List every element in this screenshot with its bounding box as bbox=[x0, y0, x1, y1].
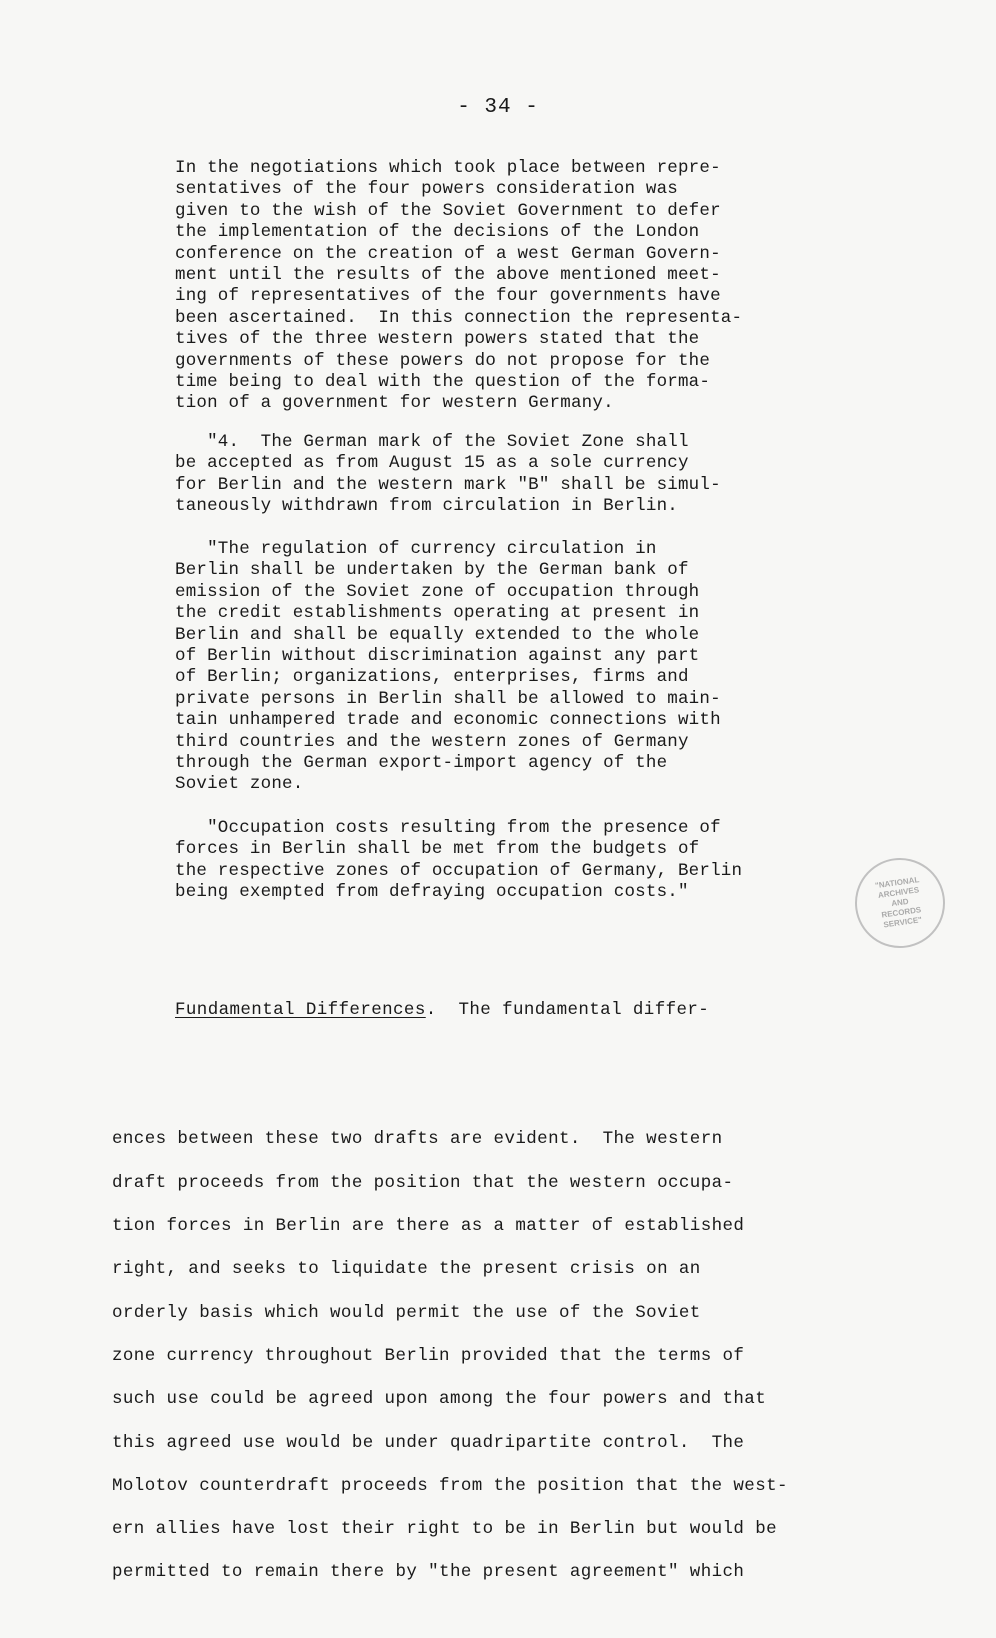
text-line: taneously withdrawn from circulation in Berlin. bbox=[175, 496, 678, 517]
section-fundamental-differences bbox=[112, 902, 788, 1638]
text-line: emission of the Soviet zone of occupation through bbox=[175, 581, 700, 602]
text-line: ment until the results of the above mentioned meet- bbox=[175, 265, 721, 286]
text-line: such use could be agreed upon among the four powers and that bbox=[112, 1389, 767, 1410]
paragraph-occupation-costs bbox=[175, 818, 742, 904]
text-line: ences between these two drafts are evident. The western bbox=[112, 1129, 723, 1150]
text-line: governments of these powers do not propose for the bbox=[175, 350, 711, 371]
section-heading: Fundamental Differences bbox=[175, 999, 426, 1020]
text-line: "4. The German mark of the Soviet Zone shall bbox=[175, 432, 689, 452]
text-line: been ascertained. In this connection the representa- bbox=[175, 307, 743, 328]
text-line: tion of a government for western Germany. bbox=[175, 393, 614, 414]
text-line: third countries and the western zones of Germany bbox=[175, 731, 689, 752]
text-line: Soviet zone. bbox=[175, 774, 304, 795]
text-line: Berlin shall be undertaken by the German bank of bbox=[175, 560, 689, 581]
text-line: of Berlin; organizations, enterprises, firms and bbox=[175, 667, 689, 688]
text-line: In the negotiations which took place between repre- bbox=[175, 158, 721, 178]
text-line: given to the wish of the Soviet Government to defer bbox=[175, 200, 721, 221]
section-first-line bbox=[112, 989, 788, 1032]
text-line: this agreed use would be under quadripartite control. The bbox=[112, 1432, 745, 1453]
text-line: zone currency throughout Berlin provided that the terms of bbox=[112, 1345, 745, 1366]
text-line: private persons in Berlin shall be allowed to main- bbox=[175, 688, 721, 709]
text-line: draft proceeds from the position that the western occupa- bbox=[112, 1172, 734, 1193]
text-line: through the German export-import agency of the bbox=[175, 753, 668, 774]
text-line: orderly basis which would permit the use of the Soviet bbox=[112, 1302, 701, 1323]
paragraph-point-4 bbox=[175, 432, 721, 518]
text-line: the implementation of the decisions of the London bbox=[175, 222, 700, 243]
text-line: conference on the creation of a west German Govern- bbox=[175, 243, 721, 264]
text-line: the credit establishments operating at present in bbox=[175, 603, 700, 624]
text-line: "The regulation of currency circulation in bbox=[175, 539, 657, 559]
text-line: right, and seeks to liquidate the present crisis on an bbox=[112, 1259, 701, 1280]
text-line: sentatives of the four powers consideration was bbox=[175, 179, 678, 200]
text-line: Molotov counterdraft proceeds from the position that the west- bbox=[112, 1475, 788, 1496]
text-line: being exempted from defraying occupation costs." bbox=[175, 882, 689, 903]
section-heading-punct: . bbox=[425, 999, 437, 1020]
text-line: forces in Berlin shall be met from the budgets of bbox=[175, 839, 700, 860]
text-line: Berlin and shall be equally extended to the whole bbox=[175, 624, 700, 645]
paragraph-negotiations bbox=[175, 158, 742, 415]
text-line: ing of representatives of the four governments have bbox=[175, 286, 721, 307]
paragraph-currency-regulation bbox=[175, 539, 721, 796]
text-line: be accepted as from August 15 as a sole currency bbox=[175, 453, 689, 474]
text-line: time being to deal with the question of the forma- bbox=[175, 372, 711, 393]
archives-stamp bbox=[849, 852, 951, 954]
section-first-line-rest: The fundamental differ- bbox=[436, 999, 710, 1020]
text-line: the respective zones of occupation of Germany, Berlin bbox=[175, 860, 743, 881]
text-line: for Berlin and the western mark "B" shall be simul- bbox=[175, 474, 721, 495]
page-number: - 34 - bbox=[457, 96, 539, 119]
archives-stamp-text: "NATIONAL ARCHIVES AND RECORDS SERVICE" bbox=[874, 875, 923, 930]
text-line: tion forces in Berlin are there as a matter of established bbox=[112, 1216, 745, 1237]
text-line: tain unhampered trade and economic connections with bbox=[175, 710, 721, 731]
text-line: permitted to remain there by "the present agreement" which bbox=[112, 1562, 745, 1583]
text-line: tives of the three western powers stated that the bbox=[175, 329, 700, 350]
text-line: ern allies have lost their right to be in Berlin but would be bbox=[112, 1519, 778, 1540]
text-line: "Occupation costs resulting from the presence of bbox=[175, 818, 721, 838]
text-line: of Berlin without discrimination against any part bbox=[175, 646, 700, 667]
